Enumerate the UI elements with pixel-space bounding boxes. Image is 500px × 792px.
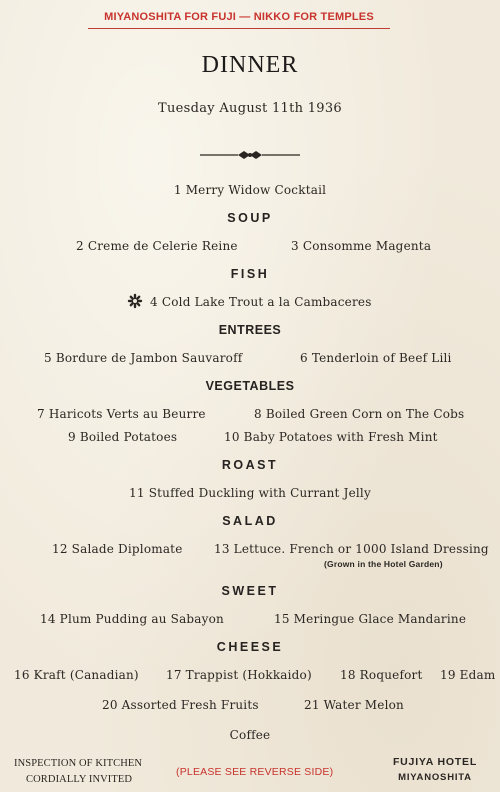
menu-item-5: 5 Bordure de Jambon Sauvaroff — [44, 351, 243, 365]
menu-item-4: 4 Cold Lake Trout a la Cambaceres — [150, 295, 372, 309]
menu-date: Tuesday August 11th 1936 — [158, 101, 342, 116]
section-heading-entrees: ENTREES — [218, 323, 282, 337]
footer-inspection-line1: INSPECTION OF KITCHEN — [14, 758, 143, 769]
menu-title: DINNER — [201, 52, 299, 78]
section-heading-fish: FISH — [230, 267, 270, 281]
menu-item-2: 2 Creme de Celerie Reine — [76, 239, 238, 253]
salad-note: (Grown in the Hotel Garden) — [324, 559, 443, 569]
menu-item-17: 17 Trappist (Hokkaido) — [166, 668, 312, 682]
menu-item-cocktail: 1 Merry Widow Cocktail — [173, 183, 327, 197]
menu-item-10: 10 Baby Potatoes with Fresh Mint — [224, 430, 438, 444]
menu-item-16: 16 Kraft (Canadian) — [14, 668, 139, 682]
footer-inspection-line2: CORDIALLY INVITED — [26, 774, 133, 785]
footer-hotel-location: MIYANOSHITA — [398, 772, 472, 783]
section-heading-vegetables: VEGETABLES — [205, 379, 295, 393]
menu-item-6: 6 Tenderloin of Beef Lili — [300, 351, 452, 365]
asterisk-flower-icon — [127, 293, 143, 309]
section-heading-salad: SALAD — [222, 514, 278, 528]
footer-reverse-note: (PLEASE SEE REVERSE SIDE) — [176, 766, 334, 778]
menu-item-coffee: Coffee — [229, 728, 271, 742]
footer-hotel-name: FUJIYA HOTEL — [392, 756, 478, 768]
menu-item-19: 19 Edam — [440, 668, 496, 682]
section-heading-soup: SOUP — [227, 211, 273, 225]
menu-item-7: 7 Haricots Verts au Beurre — [37, 407, 206, 421]
flourish-ornament-icon — [200, 148, 300, 162]
section-heading-roast: ROAST — [221, 458, 279, 472]
menu-item-11: 11 Stuffed Duckling with Currant Jelly — [129, 486, 371, 500]
menu-item-15: 15 Meringue Glace Mandarine — [274, 612, 467, 626]
menu-item-21: 21 Water Melon — [304, 698, 404, 712]
menu-item-18: 18 Roquefort — [340, 668, 423, 682]
menu-item-3: 3 Consomme Magenta — [291, 239, 432, 253]
menu-item-12: 12 Salade Diplomate — [52, 542, 183, 556]
section-heading-cheese: CHEESE — [216, 640, 284, 654]
section-heading-sweet: SWEET — [221, 584, 279, 598]
menu-item-20: 20 Assorted Fresh Fruits — [102, 698, 259, 712]
menu-item-8: 8 Boiled Green Corn on The Cobs — [254, 407, 465, 421]
banner: MIYANOSHITA FOR FUJI — NIKKO FOR TEMPLES — [88, 8, 390, 29]
menu-item-9: 9 Boiled Potatoes — [68, 430, 178, 444]
menu-item-14: 14 Plum Pudding au Sabayon — [40, 612, 224, 626]
menu-item-13: 13 Lettuce. French or 1000 Island Dressing — [214, 542, 489, 556]
